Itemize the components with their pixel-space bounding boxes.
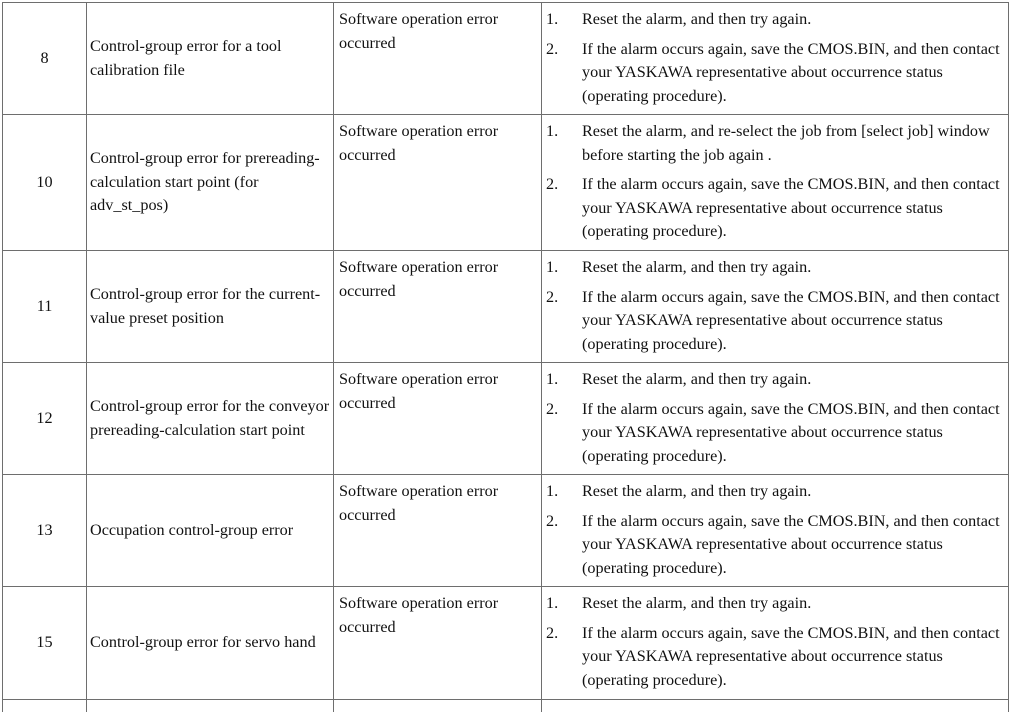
step-text: If the alarm occurs again, save the CMOS.BIN, and then contact your YASKAWA representative about occurrence status (operating procedure). <box>582 398 1002 469</box>
remedy-step <box>546 256 1002 280</box>
step-number: 1. <box>546 120 582 167</box>
remedy-step <box>546 38 1002 109</box>
remedy-step <box>546 398 1002 469</box>
step-number: 2. <box>546 38 582 109</box>
remedy-cell <box>542 251 1009 363</box>
remedy-step <box>546 622 1002 693</box>
step-number: 1. <box>546 368 582 392</box>
step-text: If the alarm occurs again, save the CMOS.BIN, and then contact your YASKAWA representative about occurrence status (operating procedure). <box>582 173 1002 244</box>
remedy-steps <box>546 592 1002 692</box>
remedy-cell <box>542 475 1009 587</box>
remedy-steps <box>546 368 1002 468</box>
step-text: Reset the alarm, and then try again. <box>582 368 1002 392</box>
remedy-steps <box>546 480 1002 580</box>
table-row <box>3 475 1009 587</box>
remedy-cell <box>542 363 1009 475</box>
remedy-step <box>546 510 1002 581</box>
table-row <box>3 115 1009 251</box>
empty-cell <box>334 700 542 712</box>
table-row <box>3 251 1009 363</box>
empty-cell <box>3 700 87 712</box>
step-number: 1. <box>546 256 582 280</box>
cause-cell: Software operation error occurred <box>334 475 542 587</box>
remedy-steps <box>546 8 1002 108</box>
remedy-step <box>546 480 1002 504</box>
remedy-cell <box>542 587 1009 700</box>
step-text: If the alarm occurs again, save the CMOS.BIN, and then contact your YASKAWA representative about occurrence status (operating procedure). <box>582 286 1002 357</box>
step-text: Reset the alarm, and re-select the job from [select job] window before starting the job again . <box>582 120 1002 167</box>
remedy-step <box>546 120 1002 167</box>
step-text: Reset the alarm, and then try again. <box>582 256 1002 280</box>
cause-cell: Software operation error occurred <box>334 3 542 115</box>
meaning-cell: Occupation control-group error <box>87 475 334 587</box>
meaning-cell: Control-group error for the current-value preset position <box>87 251 334 363</box>
cause-cell: Software operation error occurred <box>334 363 542 475</box>
step-text: Reset the alarm, and then try again. <box>582 480 1002 504</box>
cause-cell: Software operation error occurred <box>334 587 542 700</box>
step-text: If the alarm occurs again, save the CMOS.BIN, and then contact your YASKAWA representative about occurrence status (operating procedure). <box>582 510 1002 581</box>
remedy-cell <box>542 3 1009 115</box>
remedy-step <box>546 592 1002 616</box>
step-number: 2. <box>546 510 582 581</box>
step-number: 2. <box>546 622 582 693</box>
remedy-step <box>546 286 1002 357</box>
meaning-cell: Control-group error for prereading-calculation start point (for adv_st_pos) <box>87 115 334 251</box>
subcode-cell: 13 <box>3 475 87 587</box>
table-row-continuation <box>3 700 1009 712</box>
remedy-step <box>546 173 1002 244</box>
table-row <box>3 363 1009 475</box>
empty-cell <box>87 700 334 712</box>
cause-cell: Software operation error occurred <box>334 251 542 363</box>
subcode-cell: 10 <box>3 115 87 251</box>
step-text: Reset the alarm, and then try again. <box>582 592 1002 616</box>
meaning-cell: Control-group error for a tool calibration file <box>87 3 334 115</box>
cause-cell: Software operation error occurred <box>334 115 542 251</box>
subcode-cell: 11 <box>3 251 87 363</box>
alarm-subcode-table <box>2 2 1009 712</box>
meaning-cell: Control-group error for the conveyor prereading-calculation start point <box>87 363 334 475</box>
subcode-cell: 8 <box>3 3 87 115</box>
step-text: If the alarm occurs again, save the CMOS.BIN, and then contact your YASKAWA representative about occurrence status (operating procedure). <box>582 622 1002 693</box>
step-number: 2. <box>546 398 582 469</box>
table-row <box>3 3 1009 115</box>
step-text: Reset the alarm, and then try again. <box>582 8 1002 32</box>
step-text: If the alarm occurs again, save the CMOS.BIN, and then contact your YASKAWA representative about occurrence status (operating procedure). <box>582 38 1002 109</box>
step-number: 1. <box>546 592 582 616</box>
meaning-cell: Control-group error for servo hand <box>87 587 334 700</box>
step-number: 2. <box>546 173 582 244</box>
step-number: 1. <box>546 8 582 32</box>
remedy-cell <box>542 115 1009 251</box>
subcode-cell: 12 <box>3 363 87 475</box>
step-number: 2. <box>546 286 582 357</box>
subcode-cell: 15 <box>3 587 87 700</box>
remedy-step <box>546 368 1002 392</box>
step-number: 1. <box>546 480 582 504</box>
remedy-steps <box>546 120 1002 244</box>
remedy-step <box>546 8 1002 32</box>
empty-cell <box>542 700 1009 712</box>
remedy-steps <box>546 256 1002 356</box>
table-row <box>3 587 1009 700</box>
